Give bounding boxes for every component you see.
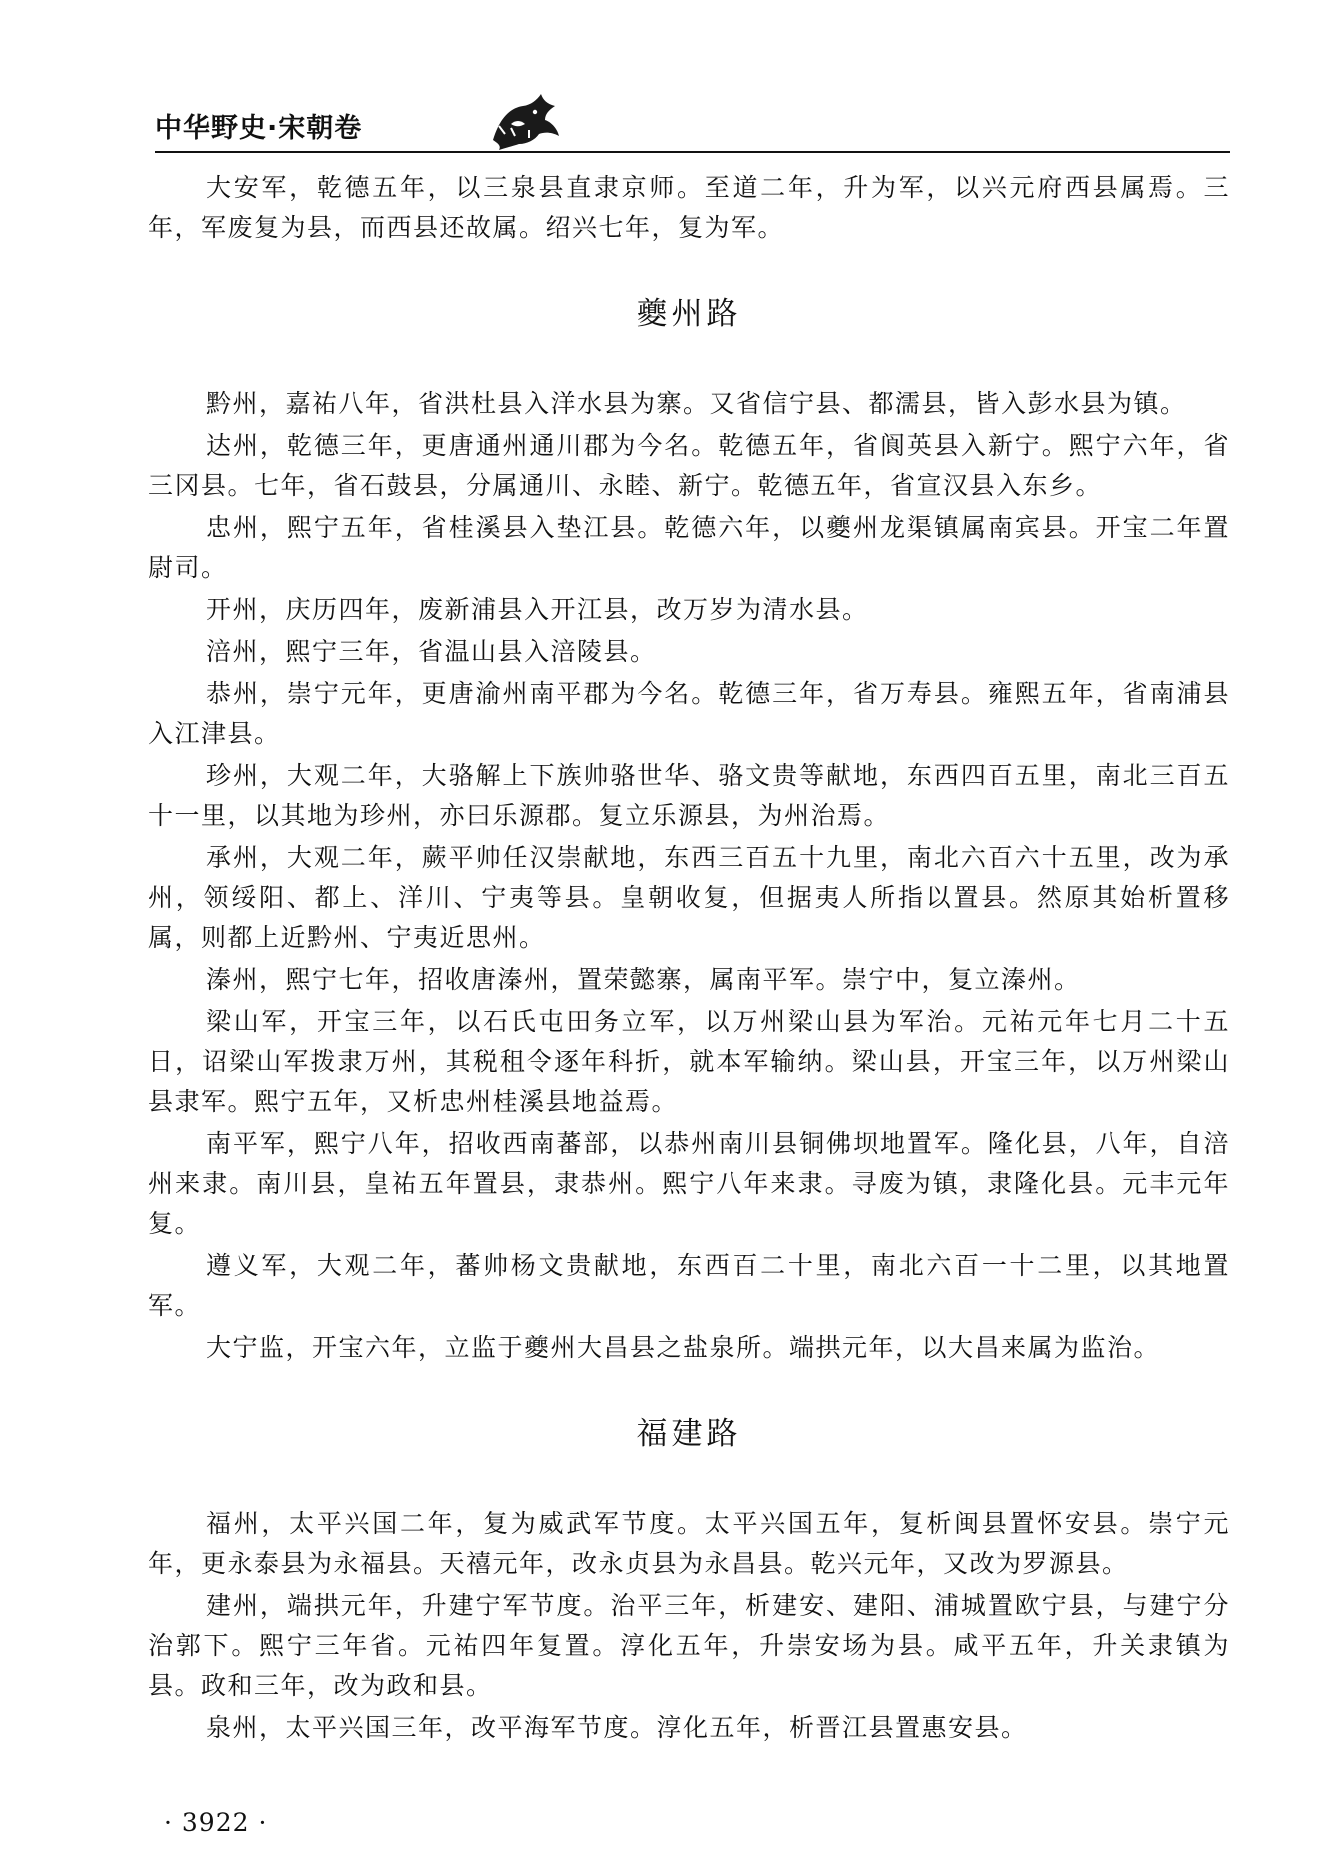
paragraph: 福州，太平兴国二年，复为威武军节度。太平兴国五年，复析闽县置怀安县。崇宁元年，更永泰县为永福县。天禧元年，改永贞县为永昌县。乾兴元年，又改为罗源县。 xyxy=(148,1509,1230,1578)
paragraph: 达州，乾德三年，更唐通州通川郡为今名。乾德五年，省阆英县入新宁。熙宁六年，省三冈县。七年，省石鼓县，分属通川、永睦、新宁。乾德五年，省宣汉县入东乡。 xyxy=(148,431,1230,500)
paragraph: 恭州，崇宁元年，更唐渝州南平郡为今名。乾德三年，省万寿县。雍熙五年，省南浦县入江津县。 xyxy=(148,679,1230,748)
section-heading-fujian: 福建路 xyxy=(636,1416,742,1452)
paragraph: 梁山军，开宝三年，以石氏屯田务立军，以万州梁山县为军治。元祐元年七月二十五日，诏梁山军拨隶万州，其税租令逐年科折，就本军输纳。梁山县，开宝三年，以万州梁山县隶军。熙宁五年，又析忠州桂溪县地益焉。 xyxy=(148,1007,1230,1116)
page-header xyxy=(155,88,1230,160)
paragraph: 溱州，熙宁七年，招收唐溱州，置荣懿寨，属南平军。崇宁中，复立溱州。 xyxy=(206,965,1081,994)
paragraph: 开州，庆历四年，废新浦县入开江县，改万岁为清水县。 xyxy=(206,595,869,624)
paragraph: 南平军，熙宁八年，招收西南蕃部，以恭州南川县铜佛坝地置军。隆化县，八年，自涪州来隶。南川县，皇祐五年置县，隶恭州。熙宁八年来隶。寻废为镇，隶隆化县。元丰元年复。 xyxy=(148,1129,1230,1238)
paragraph: 黔州，嘉祐八年，省洪杜县入洋水县为寨。又省信宁县、都濡县，皆入彭水县为镇。 xyxy=(206,389,1187,418)
paragraph: 珍州，大观二年，大骆解上下族帅骆世华、骆文贵等献地，东西四百五里，南北三百五十一里，以其地为珍州，亦曰乐源郡。复立乐源县，为州治焉。 xyxy=(148,761,1230,830)
main-content xyxy=(148,168,1230,1748)
dragon-emblem-icon xyxy=(485,90,563,152)
running-title: 中华野史·宋朝卷 xyxy=(155,113,363,144)
paragraph: 忠州，熙宁五年，省桂溪县入垫江县。乾德六年，以夔州龙渠镇属南宾县。开宝二年置尉司。 xyxy=(148,513,1230,582)
paragraph: 泉州，太平兴国三年，改平海军节度。淳化五年，析晋江县置惠安县。 xyxy=(206,1713,1028,1742)
paragraph: 建州，端拱元年，升建宁军节度。治平三年，析建安、建阳、浦城置欧宁县，与建宁分治郭下。熙宁三年省。元祐四年复置。淳化五年，升崇安场为县。咸平五年，升关隶镇为县。政和三年，改为政和县。 xyxy=(148,1591,1230,1700)
paragraph: 大宁监，开宝六年，立监于夔州大昌县之盐泉所。端拱元年，以大昌来属为监治。 xyxy=(206,1333,1161,1362)
paragraph: 涪州，熙宁三年，省温山县入涪陵县。 xyxy=(206,637,657,666)
paragraph: 遵义军，大观二年，蕃帅杨文贵献地，东西百二十里，南北六百一十二里，以其地置军。 xyxy=(148,1251,1230,1320)
paragraph: 大安军，乾德五年，以三泉县直隶京师。至道二年，升为军，以兴元府西县属焉。三年，军废复为县，而西县还故属。绍兴七年，复为军。 xyxy=(148,173,1230,242)
section-heading-kuizhou: 夔州路 xyxy=(636,296,742,332)
header-rule xyxy=(155,151,1230,153)
paragraph: 承州，大观二年，蕨平帅任汉崇献地，东西三百五十九里，南北六百六十五里，改为承州，领绥阳、都上、洋川、宁夷等县。皇朝收复，但据夷人所指以置县。然原其始析置移属，则都上近黔州、宁夷近思州。 xyxy=(148,843,1230,952)
page-number: · 3922 · xyxy=(164,1808,268,1837)
